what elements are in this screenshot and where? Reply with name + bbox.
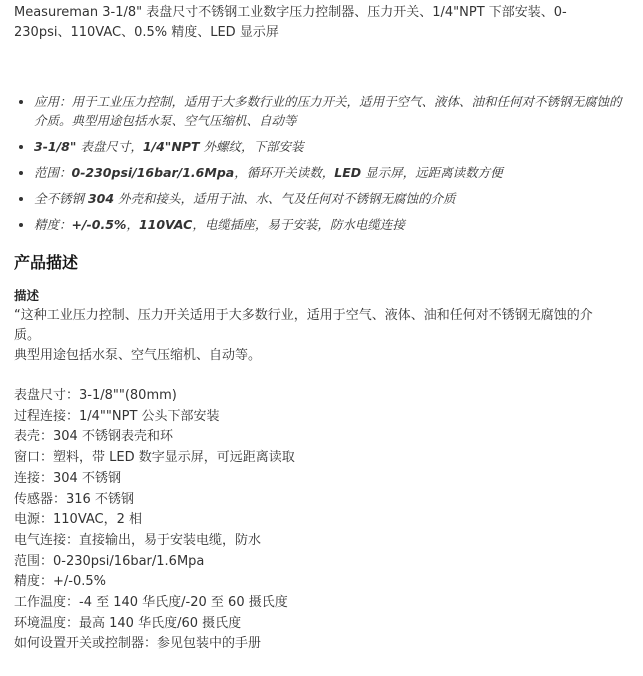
spec-item: 过程连接：1/4""NPT 公头下部安装 [14,408,220,424]
spec-item: 连接：304 不锈钢 [14,470,121,486]
description-subheading: 描述 [14,288,40,303]
feature-emphasis: 304 [87,191,115,206]
feature-text: 范围： [34,165,72,180]
feature-text: 表盘尺寸， [76,139,143,154]
feature-emphasis: LED [334,165,362,180]
feature-emphasis: +/-0.5% [71,217,127,232]
feature-item [34,137,629,156]
spec-item: 表壳：304 不锈钢表壳和环 [14,429,173,445]
spec-item: 电源：110VAC，2 相 [14,512,143,528]
description-intro-line: “这种工业压力控制、压力开关适用于大多数行业，适用于空气、液体、油和任何对不锈钢无腐蚀的介质。 [14,308,593,343]
spec-item: 传感器：316 不锈钢 [14,491,134,507]
feature-emphasis: 0-230psi/16bar/1.6Mpa [71,165,235,180]
feature-emphasis: 110VAC [138,217,193,232]
feature-text: ，循环开关读数， [234,165,335,180]
feature-emphasis: 3-1/8" [34,139,77,154]
spec-item: 精度：+/-0.5% [14,574,106,590]
feature-text: 外螺纹，下部安装 [199,139,304,154]
description-intro [14,306,604,366]
feature-item [34,189,629,208]
description-intro-line: 典型用途包括水泵、空气压缩机、自动等。 [14,348,262,363]
spec-list [14,386,629,655]
spec-item: 电气连接：直接输出，易于安装电缆，防水 [14,532,262,548]
spec-item: 工作温度：-4 至 140 华氏度/-20 至 60 摄氏度 [14,595,288,611]
product-title: Measureman 3-1/8" 表盘尺寸不锈钢工业数字压力控制器、压力开关、1/4"NPT 下部安装、0-230psi、110VAC、0.5% 精度、LED 显示屏 [14,5,567,40]
spec-item: 环境温度：最高 140 华氏度/60 摄氏度 [14,615,242,631]
feature-item [34,92,629,130]
feature-text: 应用：用于工业压力控制，适用于大多数行业的压力开关，适用于空气、液体、油和任何对不锈钢无腐蚀的介质。典型用途包括水泵、空气压缩机、自动等 [34,94,622,128]
feature-list [14,92,629,234]
feature-text: 全不锈钢 [34,191,88,206]
feature-text: 外壳和接头，适用于油、水、气及任何对不锈钢无腐蚀的介质 [114,191,456,206]
feature-text: ， [126,217,139,232]
feature-item [34,215,629,234]
spec-item: 如何设置开关或控制器：参见包装中的手册 [14,636,262,652]
spec-item: 表盘尺寸：3-1/8""(80mm) [14,388,177,403]
feature-text: 显示屏，远距离读数方便 [361,165,503,180]
spec-item: 范围：0-230psi/16bar/1.6Mpa [14,553,205,569]
feature-emphasis: 1/4"NPT [142,139,200,154]
spec-item: 窗口：塑料，带 LED 数字显示屏，可远距离读取 [14,450,295,466]
product-description-heading: 产品描述 [14,253,79,272]
feature-item [34,163,629,182]
feature-text: 精度： [34,217,72,232]
feature-text: ，电缆插座，易于安装，防水电缆连接 [192,217,405,232]
